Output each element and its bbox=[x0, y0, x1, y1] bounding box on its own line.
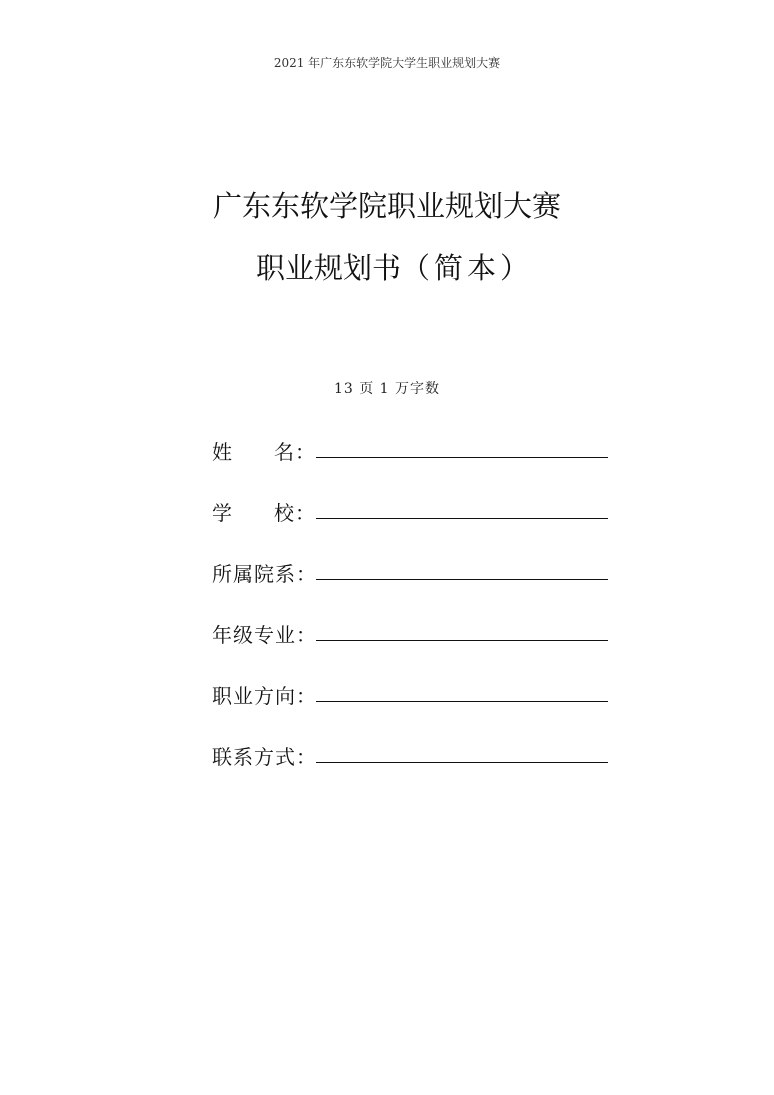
title-document-main: 职业规划书 bbox=[256, 251, 402, 285]
school-label-char2: 校 bbox=[274, 501, 295, 525]
school-field-label bbox=[212, 497, 316, 526]
name-label-colon: ： bbox=[295, 440, 316, 464]
contact-field-label: 联系方式： bbox=[212, 745, 317, 769]
school-field bbox=[212, 497, 612, 523]
contact-field-line[interactable] bbox=[316, 762, 608, 763]
career-direction-field-label: 职业方向： bbox=[212, 684, 317, 708]
department-field bbox=[212, 558, 612, 584]
school-label-char1: 学 bbox=[212, 501, 233, 525]
word-count-note: 13 页 1 万字数 bbox=[333, 381, 441, 397]
title-competition: 广东东软学院职业规划大赛 bbox=[212, 189, 561, 223]
school-label-colon: ： bbox=[295, 501, 316, 525]
grade-major-field bbox=[212, 619, 612, 645]
career-direction-field-line[interactable] bbox=[316, 701, 608, 702]
school-field-line[interactable] bbox=[316, 518, 608, 519]
name-field-line[interactable] bbox=[316, 457, 608, 458]
department-field-label: 所属院系： bbox=[212, 562, 317, 586]
page-header: 2021 年广东东软学院大学生职业规划大赛 bbox=[273, 56, 501, 70]
title-document bbox=[256, 246, 533, 287]
career-direction-field bbox=[212, 680, 612, 706]
name-label-char1: 姓 bbox=[212, 440, 233, 464]
grade-major-field-line[interactable] bbox=[316, 640, 608, 641]
title-document-paren: （简本） bbox=[401, 251, 534, 285]
grade-major-field-label: 年级专业： bbox=[212, 623, 317, 647]
name-field bbox=[212, 436, 612, 462]
name-label-char2: 名 bbox=[274, 440, 295, 464]
name-field-label bbox=[212, 436, 316, 465]
department-field-line[interactable] bbox=[316, 579, 608, 580]
contact-field bbox=[212, 741, 612, 767]
